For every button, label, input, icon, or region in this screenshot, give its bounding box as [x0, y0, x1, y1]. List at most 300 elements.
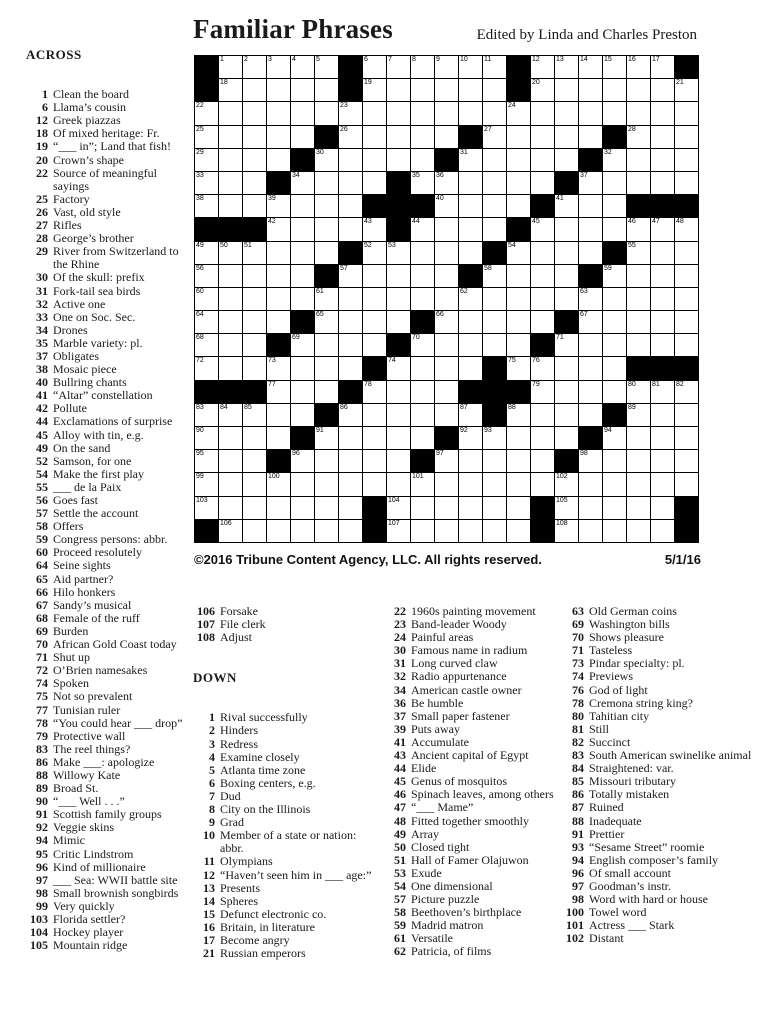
- cell-r20c10[interactable]: [435, 520, 458, 542]
- cell-r1c4[interactable]: [291, 79, 314, 101]
- cell-r19c3[interactable]: [267, 497, 290, 519]
- cell-r13c8[interactable]: [387, 357, 410, 379]
- cell-r17c17[interactable]: [603, 450, 626, 472]
- cell-r7c16[interactable]: [579, 218, 602, 240]
- cell-r2c8[interactable]: [387, 102, 410, 124]
- cell-r11c10[interactable]: [435, 311, 458, 333]
- cell-r4c6[interactable]: [339, 149, 362, 171]
- cell-r19c19[interactable]: [651, 497, 674, 519]
- cell-r6c15[interactable]: [555, 195, 578, 217]
- cell-r10c7[interactable]: [363, 288, 386, 310]
- cell-r16c5[interactable]: [315, 427, 338, 449]
- cell-r8c8[interactable]: [387, 242, 410, 264]
- cell-r8c19[interactable]: [651, 242, 674, 264]
- cell-r17c8[interactable]: [387, 450, 410, 472]
- cell-r13c4[interactable]: [291, 357, 314, 379]
- cell-r1c7[interactable]: [363, 79, 386, 101]
- cell-r4c7[interactable]: [363, 149, 386, 171]
- cell-r11c6[interactable]: [339, 311, 362, 333]
- cell-r18c8[interactable]: [387, 473, 410, 495]
- cell-r5c13[interactable]: [507, 172, 530, 194]
- cell-r12c16[interactable]: [579, 334, 602, 356]
- cell-r18c9[interactable]: [411, 473, 434, 495]
- cell-r8c11[interactable]: [459, 242, 482, 264]
- cell-r19c15[interactable]: [555, 497, 578, 519]
- cell-r13c15[interactable]: [555, 357, 578, 379]
- cell-r3c3[interactable]: [267, 126, 290, 148]
- cell-r18c3[interactable]: [267, 473, 290, 495]
- cell-r8c3[interactable]: [267, 242, 290, 264]
- cell-r17c2[interactable]: [243, 450, 266, 472]
- cell-r6c2[interactable]: [243, 195, 266, 217]
- cell-r2c1[interactable]: [219, 102, 242, 124]
- cell-r18c4[interactable]: [291, 473, 314, 495]
- cell-r5c0[interactable]: [195, 172, 218, 194]
- cell-r0c16[interactable]: [579, 56, 602, 78]
- cell-r13c5[interactable]: [315, 357, 338, 379]
- cell-r18c10[interactable]: [435, 473, 458, 495]
- cell-r10c5[interactable]: [315, 288, 338, 310]
- cell-r9c15[interactable]: [555, 265, 578, 287]
- cell-r10c1[interactable]: [219, 288, 242, 310]
- cell-r13c1[interactable]: [219, 357, 242, 379]
- cell-r4c2[interactable]: [243, 149, 266, 171]
- cell-r11c18[interactable]: [627, 311, 650, 333]
- cell-r20c16[interactable]: [579, 520, 602, 542]
- cell-r3c8[interactable]: [387, 126, 410, 148]
- cell-r17c12[interactable]: [483, 450, 506, 472]
- cell-r5c2[interactable]: [243, 172, 266, 194]
- cell-r12c1[interactable]: [219, 334, 242, 356]
- cell-r19c13[interactable]: [507, 497, 530, 519]
- cell-r18c5[interactable]: [315, 473, 338, 495]
- cell-r4c1[interactable]: [219, 149, 242, 171]
- cell-r17c7[interactable]: [363, 450, 386, 472]
- cell-r0c17[interactable]: [603, 56, 626, 78]
- cell-r10c10[interactable]: [435, 288, 458, 310]
- cell-r9c18[interactable]: [627, 265, 650, 287]
- cell-r12c6[interactable]: [339, 334, 362, 356]
- cell-r0c14[interactable]: [531, 56, 554, 78]
- cell-r14c7[interactable]: [363, 381, 386, 403]
- cell-r18c18[interactable]: [627, 473, 650, 495]
- cell-r19c11[interactable]: [459, 497, 482, 519]
- cell-r9c9[interactable]: [411, 265, 434, 287]
- cell-r12c4[interactable]: [291, 334, 314, 356]
- cell-r20c13[interactable]: [507, 520, 530, 542]
- cell-r16c6[interactable]: [339, 427, 362, 449]
- cell-r11c13[interactable]: [507, 311, 530, 333]
- cell-r20c19[interactable]: [651, 520, 674, 542]
- cell-r12c0[interactable]: [195, 334, 218, 356]
- cell-r7c14[interactable]: [531, 218, 554, 240]
- cell-r10c3[interactable]: [267, 288, 290, 310]
- cell-r18c13[interactable]: [507, 473, 530, 495]
- cell-r14c14[interactable]: [531, 381, 554, 403]
- cell-r9c17[interactable]: [603, 265, 626, 287]
- cell-r2c3[interactable]: [267, 102, 290, 124]
- cell-r4c17[interactable]: [603, 149, 626, 171]
- cell-r3c16[interactable]: [579, 126, 602, 148]
- cell-r4c14[interactable]: [531, 149, 554, 171]
- cell-r4c9[interactable]: [411, 149, 434, 171]
- cell-r0c15[interactable]: [555, 56, 578, 78]
- cell-r18c12[interactable]: [483, 473, 506, 495]
- cell-r0c12[interactable]: [483, 56, 506, 78]
- cell-r15c19[interactable]: [651, 404, 674, 426]
- cell-r11c2[interactable]: [243, 311, 266, 333]
- cell-r20c12[interactable]: [483, 520, 506, 542]
- cell-r1c16[interactable]: [579, 79, 602, 101]
- cell-r15c2[interactable]: [243, 404, 266, 426]
- cell-r9c0[interactable]: [195, 265, 218, 287]
- cell-r18c1[interactable]: [219, 473, 242, 495]
- cell-r11c5[interactable]: [315, 311, 338, 333]
- cell-r12c15[interactable]: [555, 334, 578, 356]
- cell-r14c19[interactable]: [651, 381, 674, 403]
- cell-r15c10[interactable]: [435, 404, 458, 426]
- cell-r19c2[interactable]: [243, 497, 266, 519]
- cell-r6c1[interactable]: [219, 195, 242, 217]
- cell-r11c7[interactable]: [363, 311, 386, 333]
- cell-r5c7[interactable]: [363, 172, 386, 194]
- cell-r16c17[interactable]: [603, 427, 626, 449]
- cell-r4c11[interactable]: [459, 149, 482, 171]
- cell-r14c15[interactable]: [555, 381, 578, 403]
- cell-r3c13[interactable]: [507, 126, 530, 148]
- cell-r15c15[interactable]: [555, 404, 578, 426]
- cell-r19c9[interactable]: [411, 497, 434, 519]
- cell-r13c10[interactable]: [435, 357, 458, 379]
- cell-r18c14[interactable]: [531, 473, 554, 495]
- cell-r16c13[interactable]: [507, 427, 530, 449]
- cell-r15c16[interactable]: [579, 404, 602, 426]
- cell-r8c9[interactable]: [411, 242, 434, 264]
- cell-r18c19[interactable]: [651, 473, 674, 495]
- cell-r15c13[interactable]: [507, 404, 530, 426]
- cell-r3c2[interactable]: [243, 126, 266, 148]
- cell-r2c15[interactable]: [555, 102, 578, 124]
- cell-r9c14[interactable]: [531, 265, 554, 287]
- cell-r18c20[interactable]: [675, 473, 698, 495]
- cell-r20c8[interactable]: [387, 520, 410, 542]
- cell-r14c4[interactable]: [291, 381, 314, 403]
- cell-r7c20[interactable]: [675, 218, 698, 240]
- cell-r3c10[interactable]: [435, 126, 458, 148]
- cell-r17c19[interactable]: [651, 450, 674, 472]
- cell-r9c4[interactable]: [291, 265, 314, 287]
- cell-r20c15[interactable]: [555, 520, 578, 542]
- cell-r7c19[interactable]: [651, 218, 674, 240]
- cell-r18c7[interactable]: [363, 473, 386, 495]
- cell-r2c14[interactable]: [531, 102, 554, 124]
- cell-r18c15[interactable]: [555, 473, 578, 495]
- cell-r10c4[interactable]: [291, 288, 314, 310]
- cell-r16c20[interactable]: [675, 427, 698, 449]
- cell-r4c18[interactable]: [627, 149, 650, 171]
- cell-r12c18[interactable]: [627, 334, 650, 356]
- cell-r19c10[interactable]: [435, 497, 458, 519]
- cell-r8c16[interactable]: [579, 242, 602, 264]
- cell-r2c5[interactable]: [315, 102, 338, 124]
- cell-r7c6[interactable]: [339, 218, 362, 240]
- cell-r19c18[interactable]: [627, 497, 650, 519]
- cell-r11c1[interactable]: [219, 311, 242, 333]
- cell-r11c20[interactable]: [675, 311, 698, 333]
- cell-r5c6[interactable]: [339, 172, 362, 194]
- cell-r10c20[interactable]: [675, 288, 698, 310]
- cell-r20c3[interactable]: [267, 520, 290, 542]
- cell-r18c6[interactable]: [339, 473, 362, 495]
- cell-r0c8[interactable]: [387, 56, 410, 78]
- cell-r5c17[interactable]: [603, 172, 626, 194]
- cell-r6c17[interactable]: [603, 195, 626, 217]
- cell-r8c7[interactable]: [363, 242, 386, 264]
- cell-r1c3[interactable]: [267, 79, 290, 101]
- cell-r15c20[interactable]: [675, 404, 698, 426]
- cell-r14c8[interactable]: [387, 381, 410, 403]
- cell-r10c19[interactable]: [651, 288, 674, 310]
- cell-r10c9[interactable]: [411, 288, 434, 310]
- cell-r17c13[interactable]: [507, 450, 530, 472]
- cell-r15c1[interactable]: [219, 404, 242, 426]
- cell-r7c15[interactable]: [555, 218, 578, 240]
- cell-r10c6[interactable]: [339, 288, 362, 310]
- cell-r1c14[interactable]: [531, 79, 554, 101]
- cell-r17c11[interactable]: [459, 450, 482, 472]
- cell-r1c20[interactable]: [675, 79, 698, 101]
- cell-r7c7[interactable]: [363, 218, 386, 240]
- cell-r15c4[interactable]: [291, 404, 314, 426]
- cell-r11c11[interactable]: [459, 311, 482, 333]
- cell-r20c18[interactable]: [627, 520, 650, 542]
- cell-r3c14[interactable]: [531, 126, 554, 148]
- cell-r1c2[interactable]: [243, 79, 266, 101]
- cell-r1c18[interactable]: [627, 79, 650, 101]
- cell-r0c2[interactable]: [243, 56, 266, 78]
- cell-r17c5[interactable]: [315, 450, 338, 472]
- cell-r3c20[interactable]: [675, 126, 698, 148]
- cell-r6c6[interactable]: [339, 195, 362, 217]
- cell-r2c10[interactable]: [435, 102, 458, 124]
- cell-r14c17[interactable]: [603, 381, 626, 403]
- cell-r0c19[interactable]: [651, 56, 674, 78]
- cell-r15c0[interactable]: [195, 404, 218, 426]
- cell-r7c9[interactable]: [411, 218, 434, 240]
- cell-r9c10[interactable]: [435, 265, 458, 287]
- cell-r8c14[interactable]: [531, 242, 554, 264]
- cell-r1c1[interactable]: [219, 79, 242, 101]
- cell-r3c19[interactable]: [651, 126, 674, 148]
- cell-r19c4[interactable]: [291, 497, 314, 519]
- cell-r18c0[interactable]: [195, 473, 218, 495]
- cell-r3c1[interactable]: [219, 126, 242, 148]
- cell-r15c14[interactable]: [531, 404, 554, 426]
- cell-r12c7[interactable]: [363, 334, 386, 356]
- cell-r20c9[interactable]: [411, 520, 434, 542]
- cell-r12c17[interactable]: [603, 334, 626, 356]
- cell-r2c20[interactable]: [675, 102, 698, 124]
- cell-r10c11[interactable]: [459, 288, 482, 310]
- cell-r13c11[interactable]: [459, 357, 482, 379]
- cell-r1c17[interactable]: [603, 79, 626, 101]
- cell-r11c0[interactable]: [195, 311, 218, 333]
- cell-r16c12[interactable]: [483, 427, 506, 449]
- cell-r6c16[interactable]: [579, 195, 602, 217]
- cell-r12c9[interactable]: [411, 334, 434, 356]
- cell-r13c17[interactable]: [603, 357, 626, 379]
- cell-r2c13[interactable]: [507, 102, 530, 124]
- cell-r4c19[interactable]: [651, 149, 674, 171]
- cell-r16c1[interactable]: [219, 427, 242, 449]
- cell-r10c16[interactable]: [579, 288, 602, 310]
- cell-r11c16[interactable]: [579, 311, 602, 333]
- cell-r0c18[interactable]: [627, 56, 650, 78]
- cell-r4c5[interactable]: [315, 149, 338, 171]
- cell-r1c12[interactable]: [483, 79, 506, 101]
- cell-r8c18[interactable]: [627, 242, 650, 264]
- cell-r16c7[interactable]: [363, 427, 386, 449]
- cell-r0c9[interactable]: [411, 56, 434, 78]
- cell-r19c16[interactable]: [579, 497, 602, 519]
- cell-r10c17[interactable]: [603, 288, 626, 310]
- cell-r14c10[interactable]: [435, 381, 458, 403]
- cell-r6c13[interactable]: [507, 195, 530, 217]
- cell-r1c9[interactable]: [411, 79, 434, 101]
- cell-r13c2[interactable]: [243, 357, 266, 379]
- cell-r2c18[interactable]: [627, 102, 650, 124]
- cell-r2c17[interactable]: [603, 102, 626, 124]
- cell-r20c17[interactable]: [603, 520, 626, 542]
- cell-r7c17[interactable]: [603, 218, 626, 240]
- cell-r9c13[interactable]: [507, 265, 530, 287]
- cell-r8c5[interactable]: [315, 242, 338, 264]
- cell-r6c3[interactable]: [267, 195, 290, 217]
- cell-r9c12[interactable]: [483, 265, 506, 287]
- cell-r17c16[interactable]: [579, 450, 602, 472]
- cell-r8c4[interactable]: [291, 242, 314, 264]
- cell-r5c14[interactable]: [531, 172, 554, 194]
- cell-r8c1[interactable]: [219, 242, 242, 264]
- cell-r2c4[interactable]: [291, 102, 314, 124]
- cell-r10c8[interactable]: [387, 288, 410, 310]
- cell-r5c4[interactable]: [291, 172, 314, 194]
- cell-r20c5[interactable]: [315, 520, 338, 542]
- cell-r6c12[interactable]: [483, 195, 506, 217]
- cell-r3c0[interactable]: [195, 126, 218, 148]
- cell-r19c8[interactable]: [387, 497, 410, 519]
- cell-r8c10[interactable]: [435, 242, 458, 264]
- cell-r18c11[interactable]: [459, 473, 482, 495]
- cell-r13c16[interactable]: [579, 357, 602, 379]
- cell-r9c8[interactable]: [387, 265, 410, 287]
- cell-r15c7[interactable]: [363, 404, 386, 426]
- cell-r17c10[interactable]: [435, 450, 458, 472]
- cell-r10c14[interactable]: [531, 288, 554, 310]
- cell-r0c4[interactable]: [291, 56, 314, 78]
- cell-r20c4[interactable]: [291, 520, 314, 542]
- cell-r5c20[interactable]: [675, 172, 698, 194]
- cell-r3c12[interactable]: [483, 126, 506, 148]
- cell-r10c13[interactable]: [507, 288, 530, 310]
- cell-r12c2[interactable]: [243, 334, 266, 356]
- cell-r6c4[interactable]: [291, 195, 314, 217]
- cell-r10c2[interactable]: [243, 288, 266, 310]
- cell-r11c8[interactable]: [387, 311, 410, 333]
- cell-r2c9[interactable]: [411, 102, 434, 124]
- cell-r8c13[interactable]: [507, 242, 530, 264]
- cell-r20c1[interactable]: [219, 520, 242, 542]
- cell-r11c17[interactable]: [603, 311, 626, 333]
- cell-r2c19[interactable]: [651, 102, 674, 124]
- cell-r2c12[interactable]: [483, 102, 506, 124]
- cell-r12c5[interactable]: [315, 334, 338, 356]
- cell-r7c4[interactable]: [291, 218, 314, 240]
- cell-r17c6[interactable]: [339, 450, 362, 472]
- cell-r12c10[interactable]: [435, 334, 458, 356]
- cell-r0c5[interactable]: [315, 56, 338, 78]
- cell-r17c1[interactable]: [219, 450, 242, 472]
- cell-r14c3[interactable]: [267, 381, 290, 403]
- cell-r1c8[interactable]: [387, 79, 410, 101]
- cell-r7c12[interactable]: [483, 218, 506, 240]
- cell-r2c11[interactable]: [459, 102, 482, 124]
- cell-r6c5[interactable]: [315, 195, 338, 217]
- cell-r16c8[interactable]: [387, 427, 410, 449]
- cell-r5c9[interactable]: [411, 172, 434, 194]
- cell-r19c1[interactable]: [219, 497, 242, 519]
- cell-r19c6[interactable]: [339, 497, 362, 519]
- cell-r5c19[interactable]: [651, 172, 674, 194]
- cell-r10c12[interactable]: [483, 288, 506, 310]
- cell-r1c11[interactable]: [459, 79, 482, 101]
- cell-r16c19[interactable]: [651, 427, 674, 449]
- cell-r5c11[interactable]: [459, 172, 482, 194]
- cell-r14c5[interactable]: [315, 381, 338, 403]
- cell-r13c13[interactable]: [507, 357, 530, 379]
- cell-r13c14[interactable]: [531, 357, 554, 379]
- cell-r3c7[interactable]: [363, 126, 386, 148]
- cell-r9c3[interactable]: [267, 265, 290, 287]
- cell-r18c17[interactable]: [603, 473, 626, 495]
- cell-r14c16[interactable]: [579, 381, 602, 403]
- cell-r10c15[interactable]: [555, 288, 578, 310]
- cell-r5c18[interactable]: [627, 172, 650, 194]
- cell-r16c11[interactable]: [459, 427, 482, 449]
- cell-r13c3[interactable]: [267, 357, 290, 379]
- cell-r5c5[interactable]: [315, 172, 338, 194]
- cell-r3c18[interactable]: [627, 126, 650, 148]
- cell-r20c2[interactable]: [243, 520, 266, 542]
- cell-r9c2[interactable]: [243, 265, 266, 287]
- cell-r1c19[interactable]: [651, 79, 674, 101]
- cell-r3c15[interactable]: [555, 126, 578, 148]
- cell-r12c13[interactable]: [507, 334, 530, 356]
- cell-r4c0[interactable]: [195, 149, 218, 171]
- cell-r14c20[interactable]: [675, 381, 698, 403]
- cell-r3c4[interactable]: [291, 126, 314, 148]
- cell-r16c14[interactable]: [531, 427, 554, 449]
- cell-r13c6[interactable]: [339, 357, 362, 379]
- cell-r4c20[interactable]: [675, 149, 698, 171]
- cell-r4c8[interactable]: [387, 149, 410, 171]
- cell-r12c12[interactable]: [483, 334, 506, 356]
- cell-r14c18[interactable]: [627, 381, 650, 403]
- cell-r15c11[interactable]: [459, 404, 482, 426]
- cell-r6c10[interactable]: [435, 195, 458, 217]
- cell-r0c7[interactable]: [363, 56, 386, 78]
- cell-r9c1[interactable]: [219, 265, 242, 287]
